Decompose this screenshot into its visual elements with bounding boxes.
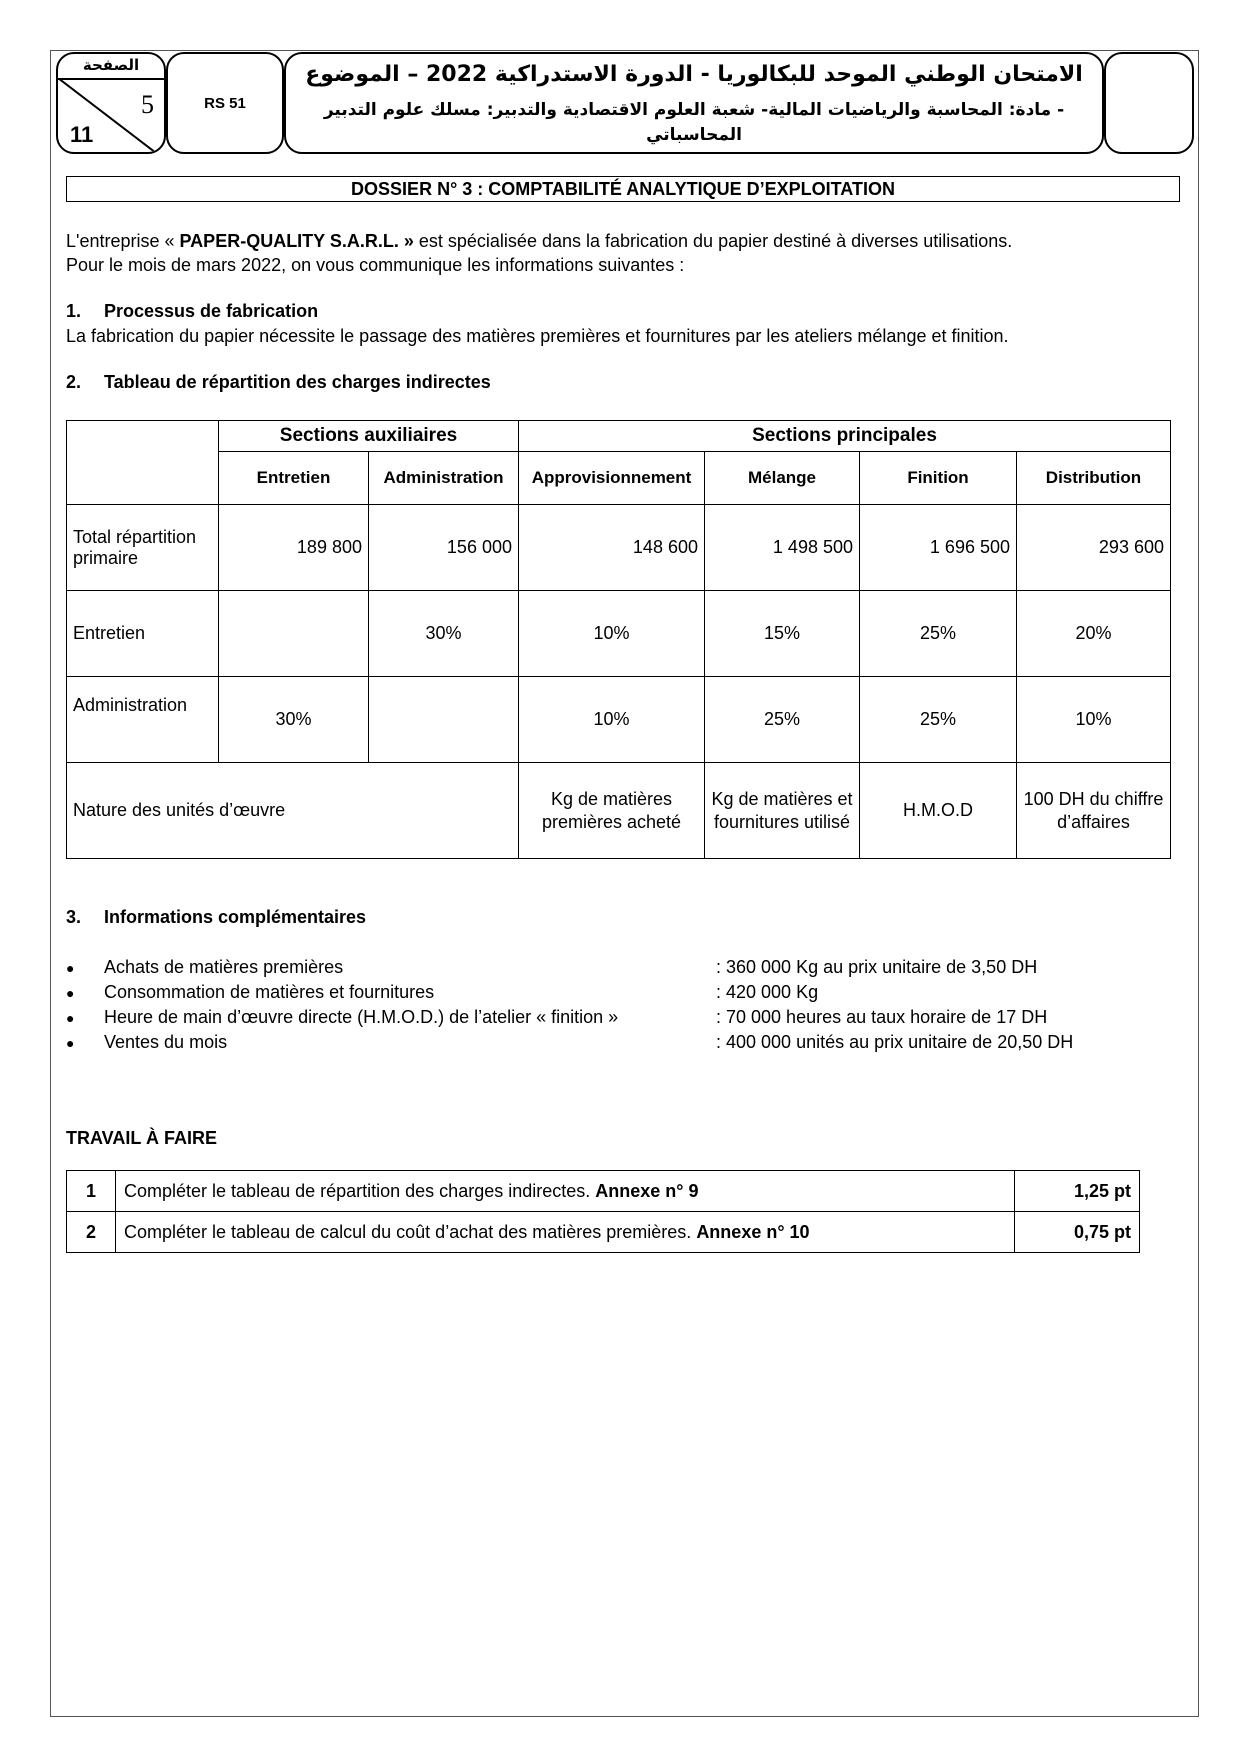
table-cell xyxy=(369,677,519,763)
table-cell: 189 800 xyxy=(219,505,369,591)
page-number-box xyxy=(56,52,166,154)
table-cell: 10% xyxy=(519,591,705,677)
info-item xyxy=(66,980,819,1005)
intro-prefix: L'entreprise « xyxy=(66,231,180,251)
info-item xyxy=(66,955,1038,980)
row-label: Administration xyxy=(67,677,219,763)
table-cell: 30% xyxy=(369,591,519,677)
col-header: Distribution xyxy=(1017,452,1171,505)
section-2-number: 2. xyxy=(66,372,82,392)
exam-subject: - مادة: المحاسبة والرياضيات المالية- شعبة العلوم الاقتصادية والتدبير: مسلك علوم التدبير المحاسباتي xyxy=(323,100,1065,145)
task-annex: Annexe n° 10 xyxy=(696,1221,810,1242)
section-1-heading xyxy=(66,301,318,322)
group-principal: Sections principales xyxy=(519,421,1171,452)
work-table xyxy=(66,1170,1140,1253)
table-cell: Kg de matières et fournitures utilisé xyxy=(705,763,860,859)
table-cell: 30% xyxy=(219,677,369,763)
table-cell: Kg de matières premières acheté xyxy=(519,763,705,859)
table-cell: 156 000 xyxy=(369,505,519,591)
info-label: Consommation de matières et fournitures xyxy=(104,982,435,1002)
table-corner-cell xyxy=(67,421,219,505)
table-row-total xyxy=(67,505,1171,591)
table-cell: 25% xyxy=(705,677,860,763)
company-name: PAPER-QUALITY S.A.R.L. » xyxy=(179,231,414,251)
section-3-number: 3. xyxy=(66,907,82,927)
table-cell: H.M.O.D xyxy=(860,763,1017,859)
blank-header-box xyxy=(1104,52,1194,154)
section-2-title: Tableau de répartition des charges indirectes xyxy=(104,372,491,392)
page-total: 11 xyxy=(70,122,94,147)
exam-title: الامتحان الوطني الموحد للبكالوريا - الدورة الاستدراكية 2022 – الموضوع xyxy=(305,62,1083,87)
bullet-icon: ● xyxy=(66,1010,75,1026)
section-1-title: Processus de fabrication xyxy=(104,301,319,321)
work-title: TRAVAIL À FAIRE xyxy=(66,1128,218,1148)
dossier-title: DOSSIER N° 3 : COMPTABILITÉ ANALYTIQUE D’EXPLOITATION xyxy=(66,176,1180,202)
table-cell: 25% xyxy=(860,677,1017,763)
intro-line-1 xyxy=(66,229,1012,253)
task-description: Compléter le tableau de répartition des charges indirectes. xyxy=(124,1180,596,1201)
col-header: Mélange xyxy=(705,452,860,505)
task-points: 1,25 pt xyxy=(1015,1171,1140,1212)
section-3-title: Informations complémentaires xyxy=(104,907,367,927)
table-cell: 20% xyxy=(1017,591,1171,677)
info-value: : 420 000 Kg xyxy=(716,982,819,1002)
table-row-entretien xyxy=(67,591,1171,677)
exam-title-box xyxy=(284,52,1104,154)
intro-line-2: Pour le mois de mars 2022, on vous communique les informations suivantes : xyxy=(66,255,685,275)
col-header: Approvisionnement xyxy=(519,452,705,505)
section-1-text: La fabrication du papier nécessite le passage des matières premières et fournitures par les ateliers mélange et finition. xyxy=(66,326,1009,346)
work-row xyxy=(67,1171,1140,1212)
table-row-units xyxy=(67,763,1171,859)
task-annex: Annexe n° 9 xyxy=(595,1180,699,1201)
page-label: الصفحة xyxy=(82,56,140,74)
info-label: Heure de main d’œuvre directe (H.M.O.D.) de l’atelier « finition » xyxy=(104,1007,619,1027)
section-3-heading xyxy=(66,907,366,928)
info-item xyxy=(66,1005,1048,1030)
table-cell: 10% xyxy=(519,677,705,763)
task-points: 0,75 pt xyxy=(1015,1212,1140,1253)
bullet-icon: ● xyxy=(66,1035,75,1051)
work-row xyxy=(67,1212,1140,1253)
section-1-number: 1. xyxy=(66,301,82,321)
table-cell: 1 498 500 xyxy=(705,505,860,591)
info-value: : 400 000 unités au prix unitaire de 20,50 DH xyxy=(716,1032,1074,1052)
task-number: 1 xyxy=(67,1171,116,1212)
exam-code: RS 51 xyxy=(166,52,284,154)
group-auxiliary: Sections auxiliaires xyxy=(219,421,519,452)
info-value: : 360 000 Kg au prix unitaire de 3,50 DH xyxy=(716,957,1038,977)
row-label: Entretien xyxy=(67,591,219,677)
page-current: 5 xyxy=(141,90,154,119)
info-label: Achats de matières premières xyxy=(104,957,344,977)
table-cell: 25% xyxy=(860,591,1017,677)
table-cell: 1 696 500 xyxy=(860,505,1017,591)
table-cell xyxy=(219,591,369,677)
table-row-administration xyxy=(67,677,1171,763)
table-cell: 100 DH du chiffre d’affaires xyxy=(1017,763,1171,859)
table-cell: 10% xyxy=(1017,677,1171,763)
intro-suffix: est spécialisée dans la fabrication du papier destiné à diverses utilisations. xyxy=(413,231,1013,251)
row-label: Nature des unités d’œuvre xyxy=(67,763,519,859)
info-label: Ventes du mois xyxy=(104,1032,228,1052)
table-cell: 293 600 xyxy=(1017,505,1171,591)
table-cell: 148 600 xyxy=(519,505,705,591)
task-text xyxy=(116,1212,1015,1253)
table-cell: 15% xyxy=(705,591,860,677)
section-2-heading xyxy=(66,372,491,393)
col-header: Administration xyxy=(369,452,519,505)
info-value: : 70 000 heures au taux horaire de 17 DH xyxy=(716,1007,1048,1027)
info-item xyxy=(66,1030,1074,1055)
bullet-icon: ● xyxy=(66,960,75,976)
col-header: Finition xyxy=(860,452,1017,505)
bullet-icon: ● xyxy=(66,985,75,1001)
task-number: 2 xyxy=(67,1212,116,1253)
task-description: Compléter le tableau de calcul du coût d’achat des matières premières. xyxy=(124,1221,697,1242)
repartition-table xyxy=(66,420,1171,859)
col-header: Entretien xyxy=(219,452,369,505)
task-text xyxy=(116,1171,1015,1212)
row-label: Total répartition primaire xyxy=(67,505,219,591)
